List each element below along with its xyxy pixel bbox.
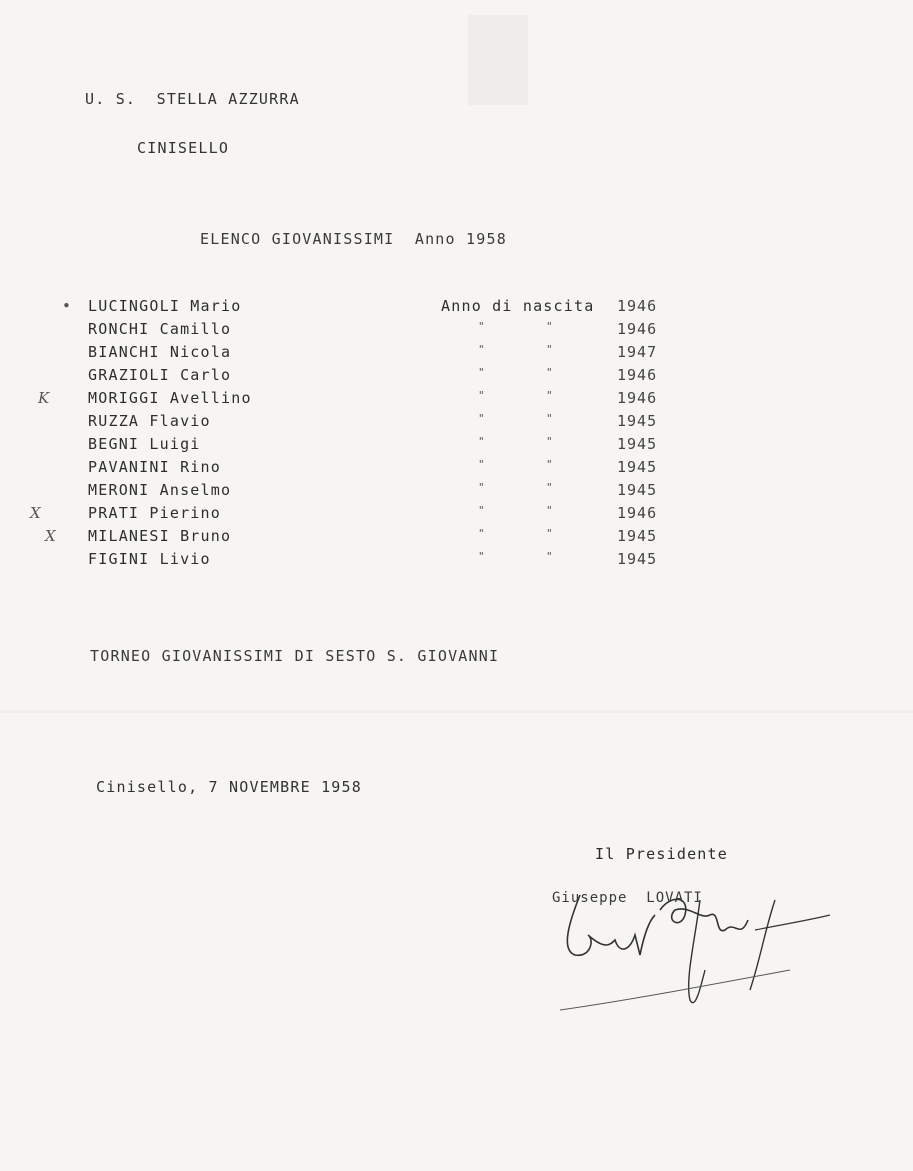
club-town: CINISELLO <box>137 139 230 157</box>
document-title: ELENCO GIOVANISSIMI Anno 1958 <box>200 230 507 248</box>
birth-year: 1946 <box>617 366 658 384</box>
table-row <box>0 389 913 411</box>
signatory-name: Giuseppe LOVATI <box>552 890 703 906</box>
birth-year: 1945 <box>617 481 658 499</box>
ditto-mark: " <box>478 366 485 379</box>
ditto-mark: " <box>478 481 485 494</box>
ditto-mark: " <box>478 550 485 563</box>
birth-year: 1946 <box>617 504 658 522</box>
player-name: BEGNI Luigi <box>88 435 201 453</box>
row-mark: • <box>62 297 71 315</box>
player-name: BIANCHI Nicola <box>88 343 232 361</box>
table-row <box>0 412 913 434</box>
table-row <box>0 435 913 457</box>
ditto-mark: " <box>478 320 485 333</box>
tournament-line: TORNEO GIOVANISSIMI DI SESTO S. GIOVANNI <box>90 647 500 665</box>
handwritten-mark: X <box>45 527 56 545</box>
paper-crease <box>0 710 913 713</box>
birth-year: 1945 <box>617 550 658 568</box>
birth-year: 1945 <box>617 412 658 430</box>
table-row <box>0 481 913 503</box>
table-row <box>0 366 913 388</box>
signature-block <box>550 840 850 1030</box>
birth-year: 1946 <box>617 320 658 338</box>
ditto-mark: " <box>478 343 485 356</box>
signatory-role: Il Presidente <box>595 845 728 863</box>
player-name: RONCHI Camillo <box>88 320 232 338</box>
birth-year: 1945 <box>617 435 658 453</box>
birth-year-column-header: Anno di nascita <box>441 297 595 315</box>
ditto-mark: " <box>478 458 485 471</box>
ditto-mark: " <box>546 458 553 471</box>
player-name: MORIGGI Avellino <box>88 389 252 407</box>
player-name: LUCINGOLI Mario <box>88 297 242 315</box>
paper-crease <box>468 15 528 105</box>
table-row <box>0 320 913 342</box>
birth-year: 1945 <box>617 458 658 476</box>
player-name: FIGINI Livio <box>88 550 211 568</box>
ditto-mark: " <box>546 435 553 448</box>
player-name: RUZZA Flavio <box>88 412 211 430</box>
ditto-mark: " <box>478 504 485 517</box>
birth-year: 1945 <box>617 527 658 545</box>
ditto-mark: " <box>546 366 553 379</box>
ditto-mark: " <box>478 412 485 425</box>
ditto-mark: " <box>546 527 553 540</box>
place-date: Cinisello, 7 NOVEMBRE 1958 <box>96 778 362 796</box>
ditto-mark: " <box>546 481 553 494</box>
handwritten-signature <box>550 860 840 1030</box>
table-row <box>0 343 913 365</box>
ditto-mark: " <box>478 527 485 540</box>
ditto-mark: " <box>546 343 553 356</box>
table-row <box>0 527 913 549</box>
player-name: PAVANINI Rino <box>88 458 221 476</box>
ditto-mark: " <box>478 389 485 402</box>
player-name: GRAZIOLI Carlo <box>88 366 232 384</box>
ditto-mark: " <box>478 435 485 448</box>
table-row <box>0 458 913 480</box>
handwritten-mark: X <box>30 504 41 522</box>
ditto-mark: " <box>546 412 553 425</box>
player-name: MILANESI Bruno <box>88 527 232 545</box>
player-name: MERONI Anselmo <box>88 481 232 499</box>
handwritten-mark: K <box>38 389 50 407</box>
player-name: PRATI Pierino <box>88 504 221 522</box>
birth-year: 1946 <box>617 297 658 315</box>
birth-year: 1947 <box>617 343 658 361</box>
ditto-mark: " <box>546 320 553 333</box>
table-row <box>0 297 913 319</box>
ditto-mark: " <box>546 504 553 517</box>
table-row <box>0 504 913 526</box>
table-row <box>0 550 913 572</box>
club-name: U. S. STELLA AZZURRA <box>85 90 300 108</box>
ditto-mark: " <box>546 389 553 402</box>
birth-year: 1946 <box>617 389 658 407</box>
ditto-mark: " <box>546 550 553 563</box>
